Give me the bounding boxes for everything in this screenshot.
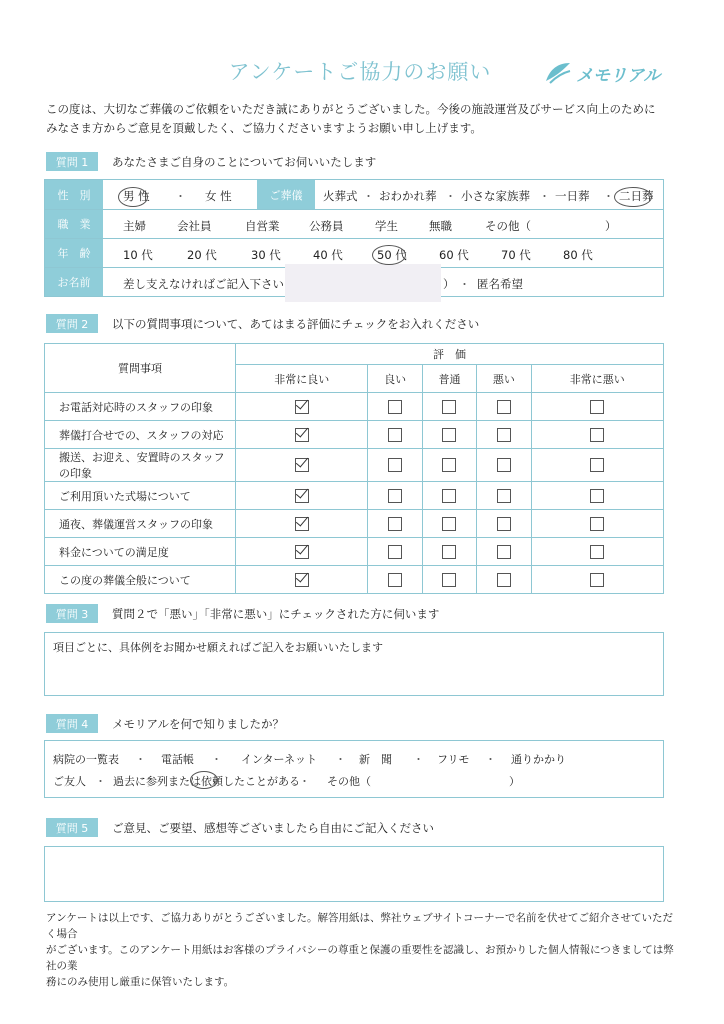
rating-cell bbox=[531, 449, 663, 482]
checkbox[interactable] bbox=[497, 573, 511, 587]
checkbox[interactable] bbox=[497, 489, 511, 503]
checkbox[interactable] bbox=[388, 400, 402, 414]
rating-cell bbox=[368, 566, 422, 594]
checkbox[interactable] bbox=[590, 573, 604, 587]
age-option[interactable]: 40 代 bbox=[313, 248, 343, 262]
q4-options-box bbox=[44, 740, 664, 798]
gender-option-female[interactable]: 女 性 bbox=[205, 189, 232, 203]
checkbox[interactable] bbox=[442, 545, 456, 559]
checkbox[interactable] bbox=[590, 517, 604, 531]
handwritten-circle bbox=[118, 187, 148, 207]
checkbox[interactable] bbox=[497, 458, 511, 472]
checkbox[interactable] bbox=[497, 400, 511, 414]
separator-dot: ・ bbox=[603, 190, 614, 203]
checkbox[interactable] bbox=[388, 573, 402, 587]
rating-row bbox=[45, 510, 664, 538]
rating-cell bbox=[368, 482, 422, 510]
rating-cell bbox=[477, 449, 531, 482]
funeral-option[interactable]: 二日葬 bbox=[619, 189, 654, 203]
checked-checkbox[interactable] bbox=[295, 400, 309, 414]
checkbox[interactable] bbox=[388, 489, 402, 503]
separator-dot: ・ bbox=[459, 278, 470, 291]
rating-row bbox=[45, 421, 664, 449]
rating-header: 非常に悪い bbox=[531, 365, 663, 393]
source-option[interactable]: インターネット bbox=[241, 753, 318, 766]
name-label: お名前 bbox=[45, 268, 103, 296]
name-prompt: 差し支えなければご記入下さい bbox=[123, 277, 284, 291]
checkbox[interactable] bbox=[388, 458, 402, 472]
rating-cell bbox=[531, 566, 663, 594]
checkbox[interactable] bbox=[497, 545, 511, 559]
checked-checkbox[interactable] bbox=[295, 573, 309, 587]
q3-box-prompt: 項目ごとに、具体例をお聞かせ願えればご記入をお願いいたします bbox=[53, 641, 383, 654]
checkbox[interactable] bbox=[388, 517, 402, 531]
rating-table bbox=[44, 343, 664, 594]
separator-dot: ・ bbox=[335, 753, 346, 766]
job-other-close: ） bbox=[605, 219, 617, 233]
leaf-logo-icon bbox=[544, 61, 572, 85]
rating-cell bbox=[422, 393, 476, 421]
checkbox[interactable] bbox=[442, 428, 456, 442]
age-option[interactable]: 20 代 bbox=[187, 248, 217, 262]
rating-header: 良い bbox=[368, 365, 422, 393]
rating-row-label: 搬送、お迎え、安置時のスタッフの印象 bbox=[45, 449, 236, 482]
checkbox[interactable] bbox=[590, 458, 604, 472]
q2-tag: 質問 2 bbox=[46, 314, 98, 333]
job-label: 職 業 bbox=[45, 210, 103, 238]
rating-cell bbox=[236, 449, 368, 482]
q5-header bbox=[46, 818, 434, 837]
separator-dot: ・ bbox=[445, 190, 456, 203]
rating-row-label: お電話対応時のスタッフの印象 bbox=[45, 393, 236, 421]
checkbox[interactable] bbox=[388, 428, 402, 442]
rating-cell bbox=[422, 538, 476, 566]
rating-cell bbox=[531, 482, 663, 510]
rating-row bbox=[45, 449, 664, 482]
rating-cell bbox=[531, 510, 663, 538]
checkbox[interactable] bbox=[590, 428, 604, 442]
job-option-other[interactable]: その他（ bbox=[485, 219, 531, 233]
age-option[interactable]: 50 代 bbox=[377, 248, 407, 262]
source-option[interactable]: 新 聞 bbox=[359, 753, 392, 766]
rating-cell bbox=[531, 538, 663, 566]
q1-text: あなたさまご自身のことについてお伺いいたします bbox=[112, 154, 377, 169]
job-option[interactable]: 無職 bbox=[429, 219, 452, 233]
page-title: アンケートご協力のお願い bbox=[228, 60, 492, 84]
rating-cell bbox=[236, 510, 368, 538]
checkbox[interactable] bbox=[442, 458, 456, 472]
rating-cell bbox=[477, 538, 531, 566]
rating-row bbox=[45, 482, 664, 510]
q3-answer-box[interactable] bbox=[44, 632, 664, 696]
checkbox[interactable] bbox=[442, 517, 456, 531]
rating-cell bbox=[477, 482, 531, 510]
checkbox[interactable] bbox=[590, 545, 604, 559]
intro-line: みなさま方からご意見を頂戴したく、ご協力くださいますようお願い申し上げます。 bbox=[46, 121, 482, 135]
rating-row-label: 通夜、葬儀運営スタッフの印象 bbox=[45, 510, 236, 538]
source-option[interactable]: 過去に参列または依頼したことがある bbox=[113, 775, 300, 788]
rating-cell bbox=[422, 510, 476, 538]
source-other-close: ） bbox=[509, 775, 520, 788]
rating-cell bbox=[477, 566, 531, 594]
footer-line: 務にのみ使用し厳重に保管いたします。 bbox=[46, 976, 235, 988]
checkbox[interactable] bbox=[442, 573, 456, 587]
rating-cell bbox=[531, 393, 663, 421]
rating-row bbox=[45, 566, 664, 594]
rating-cell bbox=[236, 566, 368, 594]
rating-row bbox=[45, 393, 664, 421]
rating-header: 普通 bbox=[422, 365, 476, 393]
rating-rows bbox=[45, 393, 664, 594]
funeral-label: ご葬儀 bbox=[257, 180, 315, 209]
brand-name: メモリアル bbox=[576, 65, 661, 86]
rating-header: 非常に良い bbox=[236, 365, 368, 393]
q1-header bbox=[46, 152, 376, 171]
name-field-redacted[interactable] bbox=[285, 264, 441, 302]
rating-cell bbox=[422, 449, 476, 482]
job-option[interactable]: 学生 bbox=[375, 219, 398, 233]
separator-dot: ・ bbox=[211, 753, 222, 766]
q5-text: ご意見、ご要望、感想等ございましたら自由にご記入ください bbox=[112, 820, 434, 835]
separator-dot: ・ bbox=[95, 775, 106, 788]
checkbox[interactable] bbox=[590, 400, 604, 414]
rating-cell bbox=[422, 482, 476, 510]
checked-checkbox[interactable] bbox=[295, 458, 309, 472]
rating-cell bbox=[477, 421, 531, 449]
divider bbox=[45, 209, 663, 210]
age-option[interactable]: 10 代 bbox=[123, 248, 153, 262]
handwritten-circle bbox=[190, 771, 218, 789]
checkbox[interactable] bbox=[497, 428, 511, 442]
rating-cell bbox=[368, 510, 422, 538]
q5-tag: 質問 5 bbox=[46, 818, 98, 837]
separator-dot: ・ bbox=[363, 190, 374, 203]
handwritten-circle bbox=[614, 187, 652, 207]
q4-tag: 質問 4 bbox=[46, 714, 98, 733]
checkbox[interactable] bbox=[388, 545, 402, 559]
job-option[interactable]: 自営業 bbox=[245, 219, 280, 233]
rating-row-label: ご利用頂いた式場について bbox=[45, 482, 236, 510]
q5-answer-box[interactable] bbox=[44, 846, 664, 902]
rating-cell bbox=[236, 421, 368, 449]
footer-line: アンケートは以上です、ご協力ありがとうございました。解答用紙は、弊社ウェブサイトコーナーで名前を伏せてご紹介させていただく場合 bbox=[46, 912, 673, 940]
funeral-option[interactable]: 火葬式 bbox=[323, 189, 358, 203]
rating-row-label: 料金についての満足度 bbox=[45, 538, 236, 566]
intro-line: この度は、大切なご葬儀のご依頼をいただき誠にありがとうございました。今後の施設運営及びサービス向上のために bbox=[46, 102, 656, 116]
source-option[interactable]: ご友人 bbox=[53, 775, 86, 788]
rating-row bbox=[45, 538, 664, 566]
checkbox[interactable] bbox=[590, 489, 604, 503]
q4-header bbox=[46, 714, 284, 733]
q3-text: 質問２で「悪い」「非常に悪い」にチェックされた方に伺います bbox=[112, 606, 440, 621]
rating-cell bbox=[368, 393, 422, 421]
q1-tag: 質問 1 bbox=[46, 152, 98, 171]
rating-header: 悪い bbox=[477, 365, 531, 393]
separator-dot: ・ bbox=[413, 753, 424, 766]
source-option[interactable]: 通りかかり bbox=[511, 753, 566, 766]
source-option[interactable]: 病院の一覧表 bbox=[53, 753, 119, 766]
q2-header bbox=[46, 314, 479, 333]
rating-row-label: 葬儀打合せでの、スタッフの対応 bbox=[45, 421, 236, 449]
age-option[interactable]: 60 代 bbox=[439, 248, 469, 262]
checked-checkbox[interactable] bbox=[295, 428, 309, 442]
separator-dot: ・ bbox=[135, 753, 146, 766]
funeral-option[interactable]: 一日葬 bbox=[555, 189, 590, 203]
rating-row-label: この度の葬儀全般について bbox=[45, 566, 236, 594]
col-header-item: 質問事項 bbox=[45, 344, 236, 393]
checked-checkbox[interactable] bbox=[295, 517, 309, 531]
anonymous-option[interactable]: 匿名希望 bbox=[477, 277, 523, 291]
rating-cell bbox=[422, 566, 476, 594]
divider bbox=[45, 238, 663, 239]
rating-cell bbox=[531, 421, 663, 449]
checked-checkbox[interactable] bbox=[295, 489, 309, 503]
funeral-option[interactable]: 小さな家族葬 bbox=[461, 189, 530, 203]
rating-cell bbox=[236, 538, 368, 566]
job-option[interactable]: 会社員 bbox=[177, 219, 212, 233]
checkbox[interactable] bbox=[497, 517, 511, 531]
job-option[interactable]: 公務員 bbox=[309, 219, 344, 233]
source-option-other[interactable]: その他（ bbox=[327, 775, 371, 788]
gender-option-male[interactable]: 男 性 bbox=[123, 189, 150, 203]
rating-cell bbox=[422, 421, 476, 449]
age-option[interactable]: 80 代 bbox=[563, 248, 593, 262]
q3-header bbox=[46, 604, 439, 623]
checked-checkbox[interactable] bbox=[295, 545, 309, 559]
source-option[interactable]: 電話帳 bbox=[161, 753, 194, 766]
funeral-option[interactable]: おわかれ葬 bbox=[379, 189, 437, 203]
separator-dot: ・ bbox=[539, 190, 550, 203]
handwritten-circle bbox=[372, 245, 406, 265]
separator-dot: ・ bbox=[485, 753, 496, 766]
rating-cell bbox=[236, 482, 368, 510]
separator-dot: ・ bbox=[175, 190, 186, 203]
rating-cell bbox=[368, 538, 422, 566]
q3-tag: 質問 3 bbox=[46, 604, 98, 623]
gender-label: 性 別 bbox=[45, 180, 103, 209]
col-header-eval: 評 価 bbox=[236, 344, 664, 365]
job-option[interactable]: 主婦 bbox=[123, 219, 146, 233]
rating-cell bbox=[236, 393, 368, 421]
checkbox[interactable] bbox=[442, 400, 456, 414]
age-label: 年 齢 bbox=[45, 239, 103, 267]
rating-cell bbox=[477, 393, 531, 421]
name-close-paren: ） bbox=[443, 277, 455, 291]
source-option[interactable]: フリモ bbox=[437, 753, 470, 766]
rating-cell bbox=[368, 449, 422, 482]
age-option[interactable]: 30 代 bbox=[251, 248, 281, 262]
brand-logo bbox=[544, 60, 660, 86]
checkbox[interactable] bbox=[442, 489, 456, 503]
separator-dot: ・ bbox=[299, 775, 310, 788]
footer-note bbox=[46, 910, 676, 990]
q4-text: メモリアルを何で知りましたか？ bbox=[112, 716, 285, 731]
rating-cell bbox=[368, 421, 422, 449]
intro-text bbox=[46, 100, 666, 138]
rating-cell bbox=[477, 510, 531, 538]
footer-line: がございます。このアンケート用紙はお客様のプライバシーの尊重と保護の重要性を認識し、お預かりした個人情報につきましては弊社の業 bbox=[46, 944, 674, 972]
age-option[interactable]: 70 代 bbox=[501, 248, 531, 262]
q2-text: 以下の質問事項について、あてはまる評価にチェックをお入れください bbox=[112, 316, 480, 331]
